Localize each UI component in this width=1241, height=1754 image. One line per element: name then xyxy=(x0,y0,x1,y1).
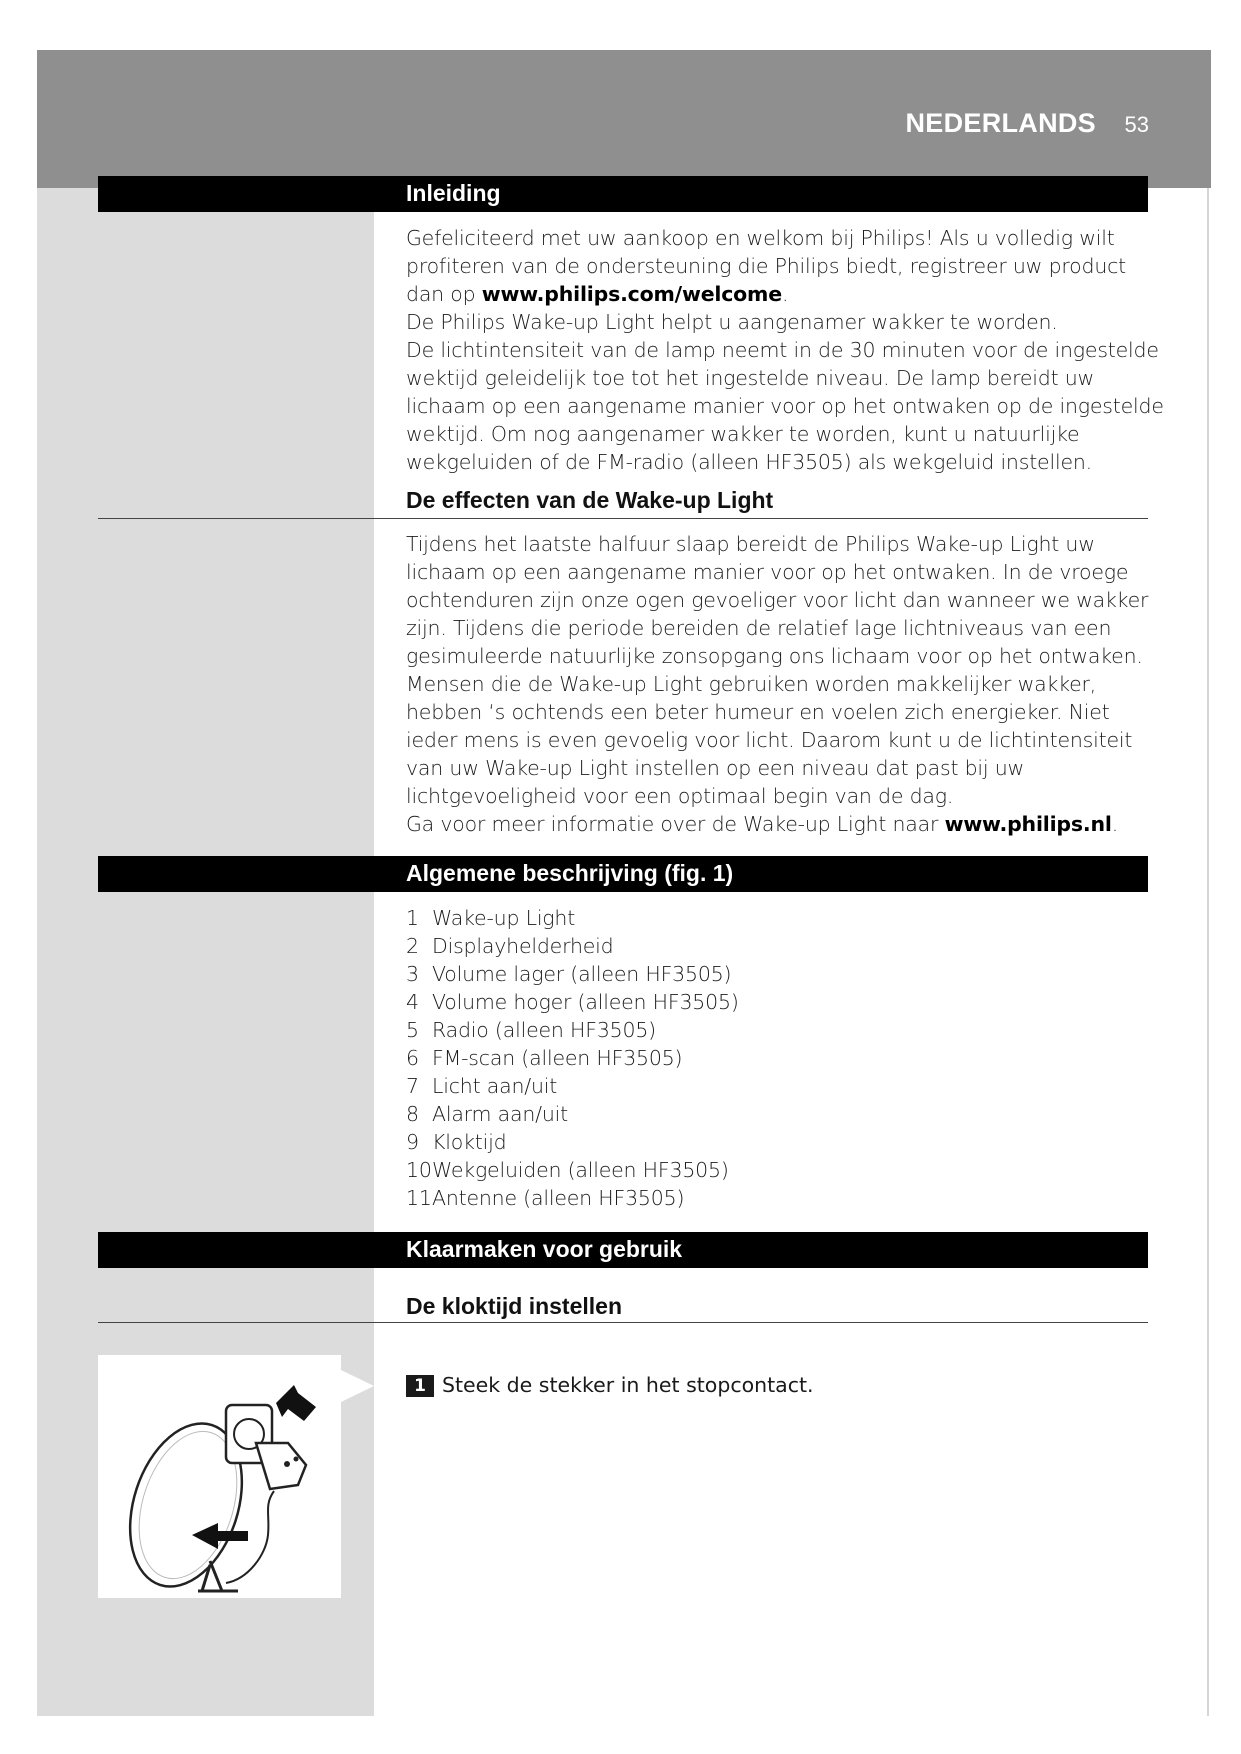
welcome-link[interactable]: www.philips.com/welcome xyxy=(481,282,782,306)
item-number: 4 xyxy=(406,990,419,1014)
section-bar-klaarmaken xyxy=(98,1232,1148,1268)
item-number: 8 xyxy=(406,1102,419,1126)
item-label: FM-scan (alleen HF3505) xyxy=(432,1046,683,1070)
plug-illustration xyxy=(98,1355,341,1598)
step-1 xyxy=(406,1373,814,1397)
effects-heading: De effecten van de Wake-up Light xyxy=(406,487,774,513)
clock-rule xyxy=(98,1322,1148,1323)
step-number-badge: 1 xyxy=(406,1375,434,1397)
effects-rule xyxy=(98,518,1148,519)
item-number: 5 xyxy=(406,1018,419,1042)
effects-text xyxy=(406,530,1166,838)
item-number: 6 xyxy=(406,1046,419,1070)
step-text: Steek de stekker in het stopcontact. xyxy=(442,1373,814,1397)
item-label: Wekgeluiden (alleen HF3505) xyxy=(432,1158,729,1182)
description-item xyxy=(406,932,1166,960)
section-bar-beschrijving xyxy=(98,856,1148,892)
item-label: Kloktijd xyxy=(432,1130,507,1154)
item-number: 9 xyxy=(406,1130,419,1154)
item-number: 11 xyxy=(406,1186,432,1210)
description-list xyxy=(406,904,1166,1212)
item-label: Antenne (alleen HF3505) xyxy=(432,1186,685,1210)
description-list-container xyxy=(406,904,1166,1212)
description-item xyxy=(406,1100,1166,1128)
item-number: 10 xyxy=(406,1158,432,1182)
item-label: Volume hoger (alleen HF3505) xyxy=(432,990,739,1014)
section-bar-inleiding xyxy=(98,176,1148,212)
clock-heading: De kloktijd instellen xyxy=(406,1293,622,1319)
description-item xyxy=(406,1016,1166,1044)
description-item xyxy=(406,1184,1166,1212)
effects-paragraph-1: Tijdens het laatste halfuur slaap bereidt de Philips Wake-up Light uw lichaam op een aangename manier voor op het ontwaken. In de vroege ochtenduren zijn onze ogen gevoeliger voor licht dan wanneer we wakker zijn. Tijdens die periode bereiden de relatief lage lichtniveaus van een gesimuleerde natuurlijke zonsopgang ons lichaam voor op het ontwaken. Mensen die de Wake-up Light gebruiken worden makkelijker wakker, hebben ‘s ochtends een beter humeur en voelen zich energieker. Niet ieder mens is even gevoelig voor licht. Daarom kunt u de lichtintensiteit van uw Wake-up Light instellen op een niveau dat past bij uw lichtgevoeligheid voor een optimaal begin van de dag. xyxy=(406,532,1149,808)
item-label: Licht aan/uit xyxy=(432,1074,558,1098)
plug-drawing xyxy=(98,1355,341,1598)
intro-paragraph-3: De lichtintensiteit van de lamp neemt in de 30 minuten voor de ingestelde wektijd geleidelijk toe tot het ingestelde niveau. De lamp bereidt uw lichaam op een aangename manier voor op het ontwaken op de ingestelde wektijd. Om nog aangenamer wakker te worden, kunt u natuurlijke wekgeluiden of de FM-radio (alleen HF3505) als wekgeluid instellen. xyxy=(406,338,1164,474)
item-label: Wake-up Light xyxy=(432,906,576,930)
description-item xyxy=(406,988,1166,1016)
item-label: Alarm aan/uit xyxy=(432,1102,568,1126)
description-item xyxy=(406,1072,1166,1100)
figure-pointer xyxy=(341,1370,374,1402)
item-number: 2 xyxy=(406,934,419,958)
item-label: Radio (alleen HF3505) xyxy=(432,1018,656,1042)
section-title: Klaarmaken voor gebruik xyxy=(406,1236,683,1262)
item-number: 7 xyxy=(406,1074,419,1098)
description-item xyxy=(406,1128,1166,1156)
page-number: 53 xyxy=(1124,112,1149,137)
intro-paragraph-1: Gefeliciteerd met uw aankoop en welkom bij Philips! Als u volledig wilt profiteren van de ondersteuning die Philips biedt, registreer uw product dan op www.philips.com/welcome. xyxy=(406,226,1127,306)
section-title: Inleiding xyxy=(406,180,501,206)
intro-paragraph-2: De Philips Wake-up Light helpt u aangenamer wakker te worden. xyxy=(406,310,1058,334)
item-number: 3 xyxy=(406,962,419,986)
item-number: 1 xyxy=(406,906,419,930)
item-label: Volume lager (alleen HF3505) xyxy=(432,962,732,986)
philips-nl-link[interactable]: www.philips.nl xyxy=(944,812,1112,836)
description-item xyxy=(406,960,1166,988)
section-title: Algemene beschrijving (fig. 1) xyxy=(406,860,734,886)
right-edge xyxy=(1207,188,1209,1716)
description-item xyxy=(406,904,1166,932)
description-item xyxy=(406,1044,1166,1072)
item-label: Displayhelderheid xyxy=(432,934,614,958)
description-item xyxy=(406,1156,1166,1184)
language-title: NEDERLANDS xyxy=(905,108,1096,138)
effects-paragraph-2: Ga voor meer informatie over de Wake-up Light naar www.philips.nl. xyxy=(406,812,1119,836)
intro-text xyxy=(406,224,1166,476)
